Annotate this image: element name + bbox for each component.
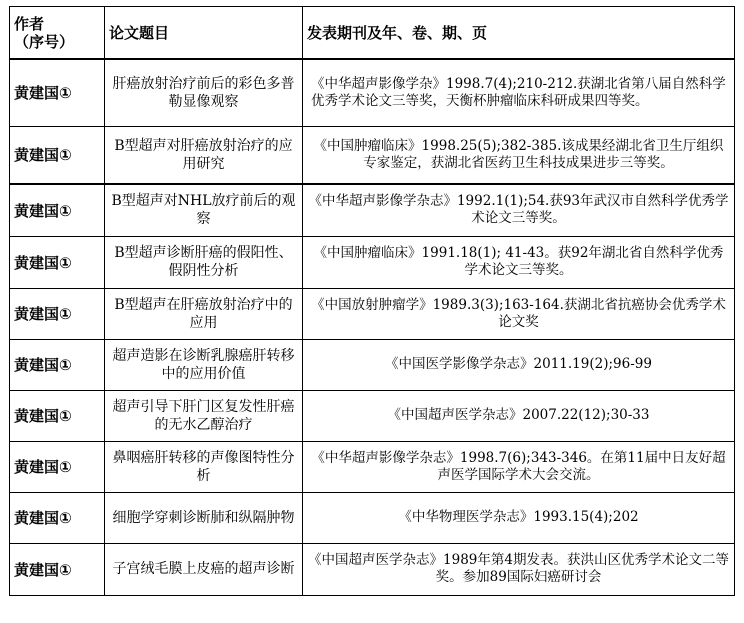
table-row xyxy=(10,184,735,236)
table-row xyxy=(10,441,735,492)
table-row xyxy=(10,543,735,595)
title-cell: 超声造影在诊断乳腺癌肝转移中的应用价值 xyxy=(105,339,303,390)
author-cell: 黄建国① xyxy=(10,543,105,595)
table-row xyxy=(10,339,735,390)
title-cell: 鼻咽癌肝转移的声像图特性分析 xyxy=(105,441,303,492)
title-cell: 细胞学穿刺诊断肺和纵隔肿物 xyxy=(105,492,303,543)
author-cell: 黄建国① xyxy=(10,390,105,441)
table-row xyxy=(10,492,735,543)
journal-cell: 《中国医学影像学杂志》2011.19(2);96-99 xyxy=(303,339,735,390)
journal-cell: 《中华超声影像学杂志》1992.1(1);54.获93年武汉市自然科学优秀学术论文三等奖。 xyxy=(303,184,735,236)
author-cell: 黄建国① xyxy=(10,126,105,184)
author-cell: 黄建国① xyxy=(10,441,105,492)
author-cell: 黄建国① xyxy=(10,492,105,543)
publication-table-container xyxy=(9,6,734,596)
author-cell: 黄建国① xyxy=(10,184,105,236)
journal-cell: 《中国放射肿瘤学》1989.3(3);163-164.获湖北省抗癌协会优秀学术论文奖 xyxy=(303,288,735,339)
title-cell: B型超声对NHL放疗前后的观察 xyxy=(105,184,303,236)
author-cell: 黄建国① xyxy=(10,288,105,339)
journal-cell: 《中国肿瘤临床》1991.18(1); 41-43。获92年湖北省自然科学优秀学术论文三等奖。 xyxy=(303,236,735,288)
journal-cell: 《中国超声医学杂志》1989年第4期发表。获洪山区优秀学术论文二等奖。参加89国际妇癌研讨会 xyxy=(303,543,735,595)
table-header-row xyxy=(10,7,735,60)
title-cell: 肝癌放射治疗前后的彩色多普勒显像观察 xyxy=(105,59,303,126)
title-cell: B型超声诊断肝癌的假阳性、假阴性分析 xyxy=(105,236,303,288)
header-author: 作者 （序号） xyxy=(10,7,105,60)
title-cell: 子宫绒毛膜上皮癌的超声诊断 xyxy=(105,543,303,595)
header-title: 论文题目 xyxy=(105,7,303,60)
title-cell: B型超声在肝癌放射治疗中的应用 xyxy=(105,288,303,339)
journal-cell: 《中华超声影像学杂》1998.7(4);210-212.获湖北省第八届自然科学优秀学术论文三等奖，天衡杯肿瘤临床科研成果四等奖。 xyxy=(303,59,735,126)
table-row xyxy=(10,288,735,339)
table-row xyxy=(10,390,735,441)
author-cell: 黄建国① xyxy=(10,339,105,390)
title-cell: 超声引导下肝门区复发性肝癌的无水乙醇治疗 xyxy=(105,390,303,441)
title-cell: B型超声对肝癌放射治疗的应用研究 xyxy=(105,126,303,184)
journal-cell: 《中国超声医学杂志》2007.22(12);30-33 xyxy=(303,390,735,441)
journal-cell: 《中华超声影像学杂志》1998.7(6);343-346。在第11届中日友好超声医学国际学术大会交流。 xyxy=(303,441,735,492)
header-journal: 发表期刊及年、卷、期、页 xyxy=(303,7,735,60)
author-cell: 黄建国① xyxy=(10,236,105,288)
table-row xyxy=(10,126,735,184)
publication-table xyxy=(9,6,735,596)
journal-cell: 《中华物理医学杂志》1993.15(4);202 xyxy=(303,492,735,543)
author-cell: 黄建国① xyxy=(10,59,105,126)
table-row xyxy=(10,59,735,126)
journal-cell: 《中国肿瘤临床》1998.25(5);382-385.该成果经湖北省卫生厅组织专家鉴定，获湖北省医药卫生科技成果进步三等奖。 xyxy=(303,126,735,184)
table-row xyxy=(10,236,735,288)
